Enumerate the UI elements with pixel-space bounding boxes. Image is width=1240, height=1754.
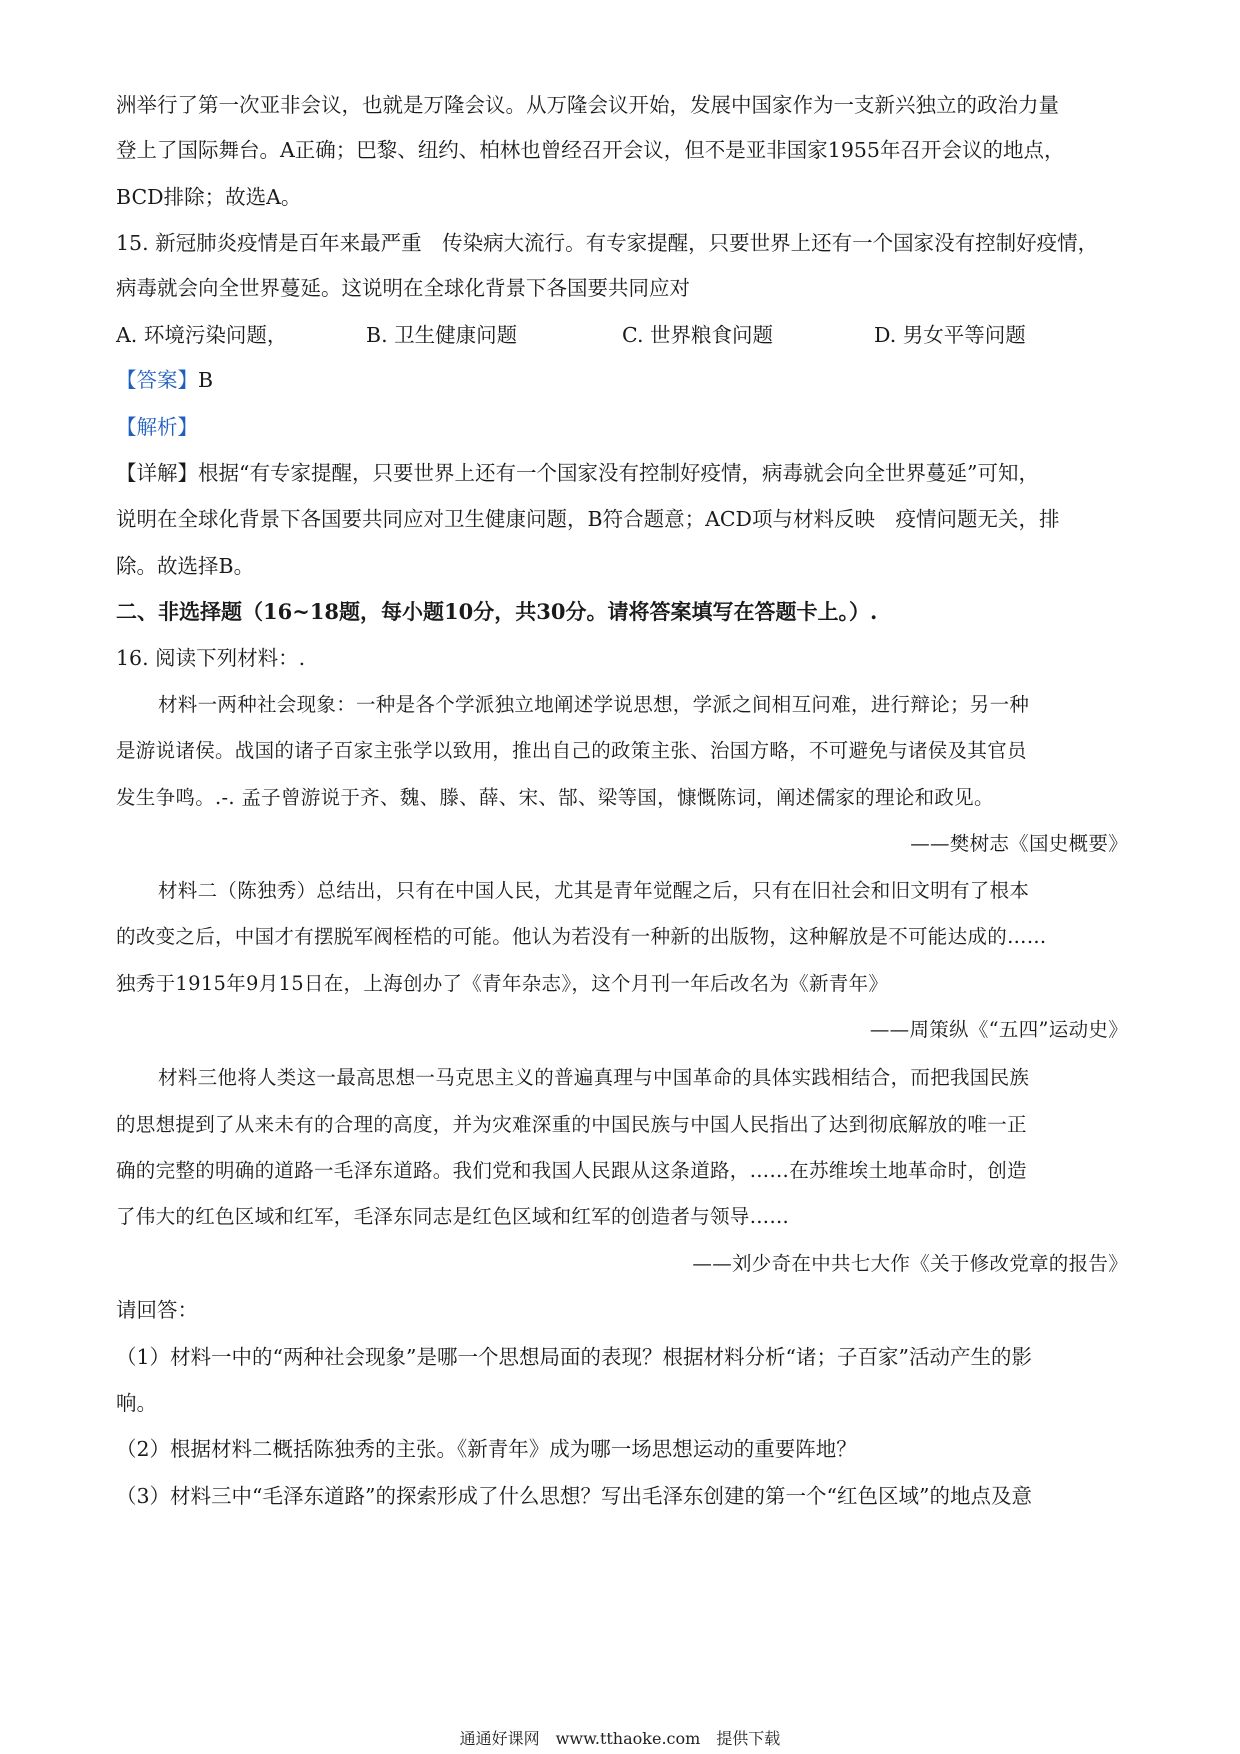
option-b: B. 卫生健康问题 [366,323,518,347]
answer-line [116,365,213,395]
detail-line: 【详解】根据“有专家提醒，只要世界上还有一个国家没有控制好疫情，病毒就会向全世界蔓延”可知， [116,461,1039,485]
answer-options [116,320,1126,350]
source-3: ——刘少奇在中共七大作《关于修改党章的报告》 [692,1252,1128,1275]
option-d: D. 男女平等问题 [874,323,1026,347]
text-line: 洲举行了第一次亚非会议，也就是万隆会议。从万隆会议开始，发展中国家作为一支新兴独立的政治力量 [116,93,1059,117]
material-3-line: 材料三他将人类这一最高思想一马克思主义的普遍真理与中国革命的具体实践相结合，而把我国民族 [158,1066,1030,1089]
option-a: A. 环境污染问题， [116,323,288,347]
question-line: 响。 [116,1391,157,1415]
material-1-line: 是游说诸侯。战国的诸子百家主张学以致用，推出自己的政策主张、治国方略，不可避免与诸侯及其官员 [116,739,1027,762]
material-2-line: 材料二（陈独秀）总结出，只有在中国人民，尤其是青年觉醒之后，只有在旧社会和旧文明有了根本 [158,879,1030,902]
answer-value: B [198,368,214,392]
question-line: （3）材料三中“毛泽东道路”的探索形成了什么思想？写出毛泽东创建的第一个“红色区域”的地点及意 [116,1484,1032,1508]
detail-line: 除。故选择B。 [116,554,255,578]
question-15-stem: 病毒就会向全世界蔓延。这说明在全球化背景下各国要共同应对 [116,276,690,300]
analysis-line [116,412,198,442]
page-footer: 通通好课网 www.tthaoke.com 提供下载 [459,1729,781,1748]
material-3-line: 的思想提到了从来未有的合理的高度，并为灾难深重的中国民族与中国人民指出了达到彻底解放的唯一正 [116,1113,1027,1136]
question-line: （1）材料一中的“两种社会现象”是哪一个思想局面的表现？根据材料分析“诸；子百家”活动产生的影 [116,1345,1032,1369]
analysis-tag: 【解析】 [116,415,198,439]
material-2-line: 的改变之后，中国才有摆脱军阀桎梏的可能。他认为若没有一种新的出版物，这种解放是不可能达成的…… [116,925,1047,948]
source-2: ——周策纵《“五四”运动史》 [869,1018,1128,1041]
source-1: ——樊树志《国史概要》 [910,832,1128,855]
text-line: BCD排除；故选A。 [116,185,302,209]
section-title: 二、非选择题（16~18题，每小题10分，共30分。请将答案填写在答题卡上。）. [116,599,878,624]
material-1-line: 材料一两种社会现象：一种是各个学派独立地阐述学说思想，学派之间相互问难，进行辩论；另一种 [158,693,1030,716]
material-3-line: 了伟大的红色区域和红军，毛泽东同志是红色区域和红军的创造者与领导…… [116,1205,790,1228]
detail-line: 说明在全球化背景下各国要共同应对卫生健康问题，B符合题意；ACD项与材料反映 疫情问题无关，排 [116,507,1060,531]
question-16-intro: 16. 阅读下列材料：. [116,646,306,670]
material-3-line: 确的完整的明确的道路一毛泽东道路。我们党和我国人民跟从这条道路，……在苏维埃土地革命时，创造 [116,1159,1027,1182]
material-2-line: 独秀于1915年9月15日在，上海创办了《青年杂志》，这个月刊一年后改名为《新青年》 [116,972,889,995]
questions-intro: 请回答： [116,1298,198,1322]
question-15-stem: 15. 新冠肺炎疫情是百年来最严重 传染病大流行。有专家提醒，只要世界上还有一个国家没有控制好疫情， [116,231,1099,255]
option-c: C. 世界粮食问题 [622,323,773,347]
question-line: （2）根据材料二概括陈独秀的主张。《新青年》成为哪一场思想运动的重要阵地？ [116,1437,857,1461]
material-1-line: 发生争鸣。.-. 孟子曾游说于齐、魏、滕、薛、宋、郜、梁等国，慷慨陈词，阐述儒家的理论和政见。 [116,786,994,809]
answer-tag: 【答案】 [116,368,198,392]
text-line: 登上了国际舞台。A正确；巴黎、纽约、柏林也曾经召开会议，但不是亚非国家1955年召开会议的地点， [116,138,1065,162]
